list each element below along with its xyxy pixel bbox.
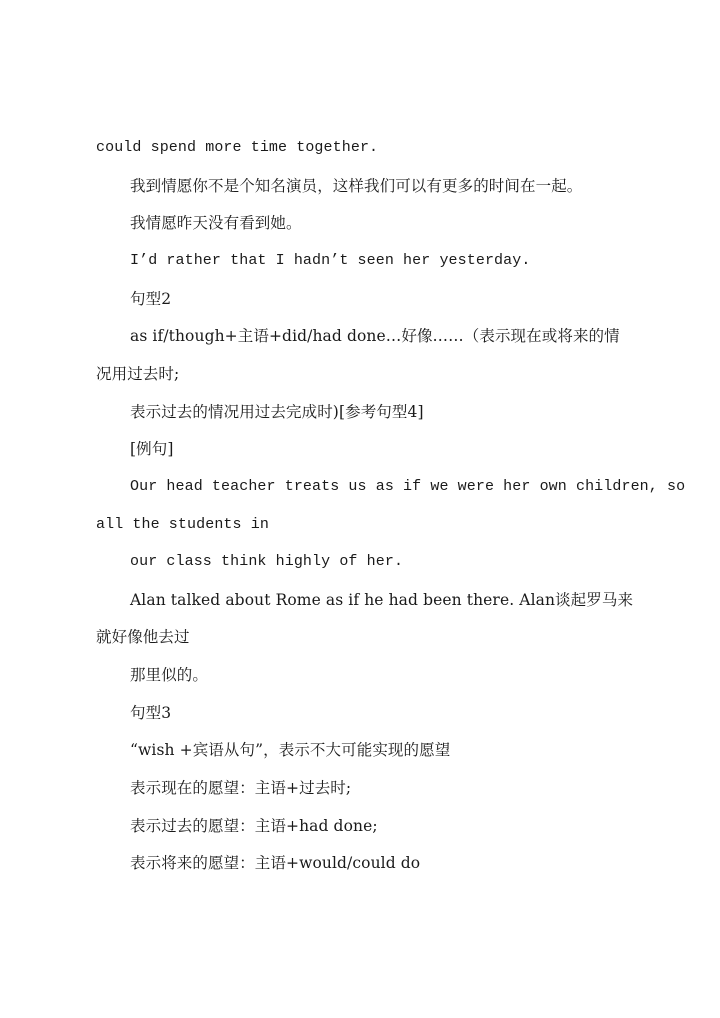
text-line: 我到情愿你不是个知名演员，这样我们可以有更多的时间在一起。 [130, 177, 583, 195]
text-line: 表示过去的愿望：主语+had done; [130, 817, 378, 835]
example-label: [例句] [130, 440, 174, 458]
text-line: could spend more time together. [96, 139, 379, 156]
text-line: 况用过去时; [96, 365, 180, 383]
text-line: all the students in [96, 516, 269, 533]
text-line: 表示现在的愿望：主语+过去时; [130, 779, 352, 797]
text-line: 表示将来的愿望：主语+would/could do [130, 854, 421, 872]
text-line: 那里似的。 [130, 666, 209, 684]
section-heading: 句型2 [130, 290, 172, 308]
text-line: “wish +宾语从句”，表示不大可能实现的愿望 [130, 741, 451, 759]
text-line: 表示过去的情况用过去完成时)[参考句型4] [130, 403, 424, 421]
text-line: Alan talked about Rome as if he had been there. Alan谈起罗马来 [130, 591, 634, 609]
text-line: our class think highly of her. [130, 553, 404, 570]
text-line: Our head teacher treats us as if we were her own children, so [130, 478, 686, 495]
text-line: I’d rather that I hadn’t seen her yesterday. [130, 252, 531, 269]
text-line: 我情愿昨天没有看到她。 [130, 214, 302, 232]
section-heading: 句型3 [130, 704, 172, 722]
text-line: as if/though+主语+did/had done…好像……（表示现在或将来的情 [130, 327, 620, 345]
text-line: 就好像他去过 [96, 628, 190, 646]
